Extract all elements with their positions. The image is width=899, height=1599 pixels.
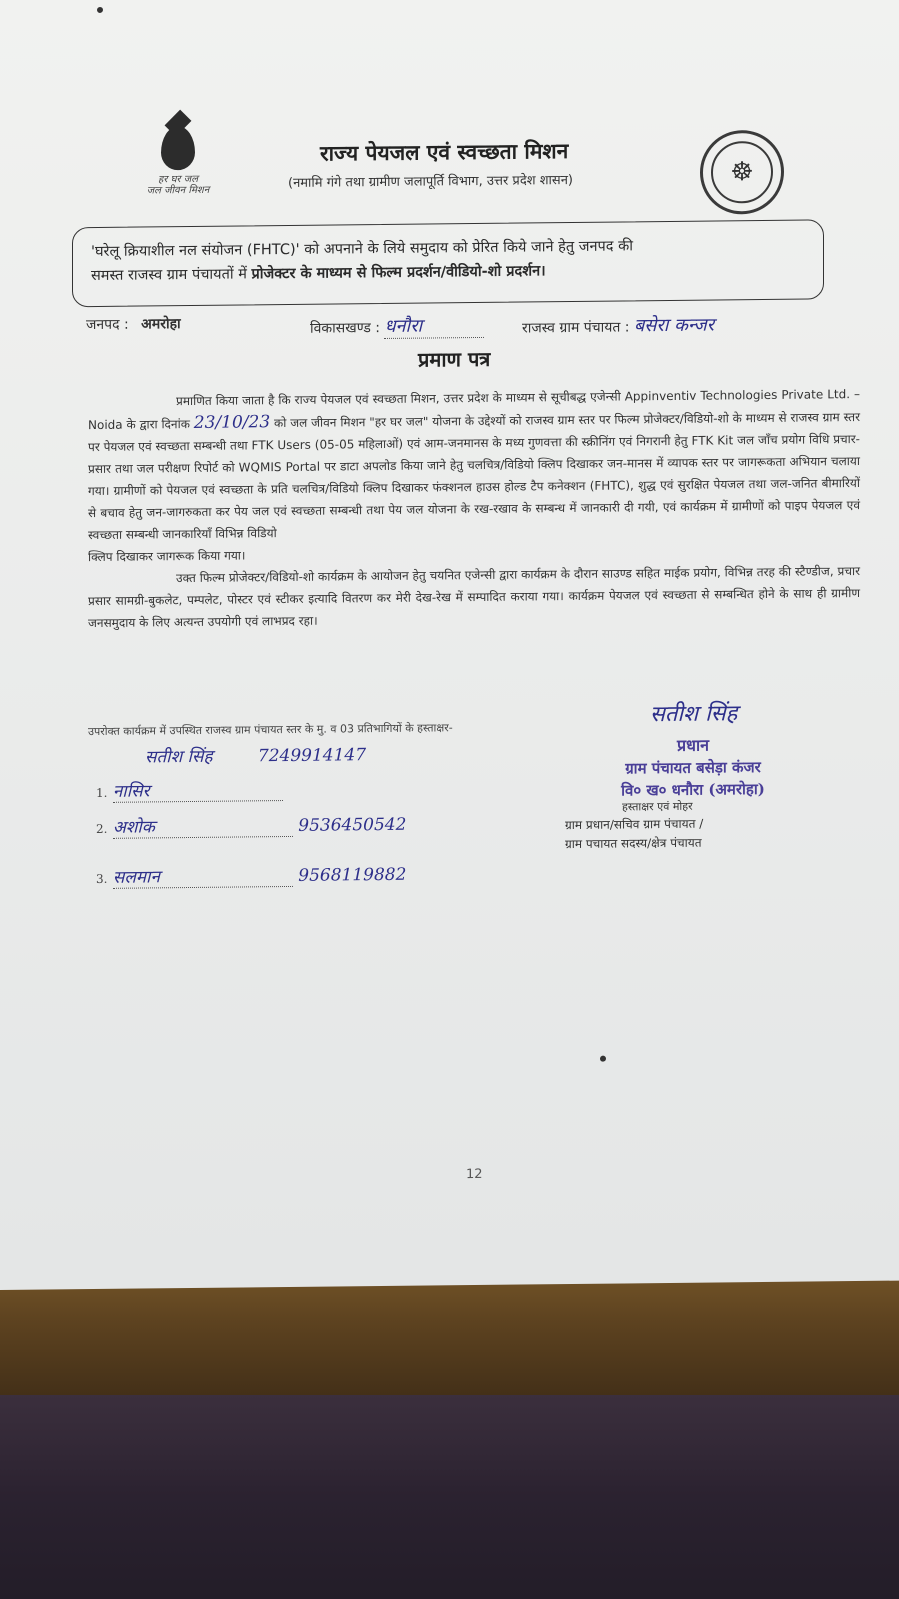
- participants-intro: उपरोक्त कार्यक्रम में उपस्थित राजस्व ग्राम पंचायत स्तर के मु. व 03 प्रतिभागियों के हस्ताक्षर-: [88, 721, 453, 739]
- gram-panchayat-value: बसेरा कन्जर: [633, 314, 715, 337]
- janpad-value: अमरोहा: [141, 316, 181, 333]
- body-para1-rest: को जल जीवन मिशन "हर घर जल" योजना के उद्देश्यों को राजस्व ग्राम स्तर पर फिल्म प्रोजेक्टर/विडियो-शो के माध्यम से राजस्व ग्राम स्तर पर पेयजल एवं स्वच्छता सम्बन्धी तथा FTK Users (05-05 महिलाओं) एवं आम-जनमानस के मध्य गुणवत्ता की स्क्रीनिंग एवं निगरानी हेतु FTK Kit जल जाँच प्रयोग विधि प्रचार-प्रसार तथा जल परीक्षण रिपोर्ट को WQMIS Portal पर डाटा अपलोड किया जाने हेतु चलचित्र/विडियो क्लिप दिखाकर जन-मानस में व्यापक स्तर पर जागरूकता अभियान चलाया गया। ग्रामीणों को पेयजल एवं स्वच्छता के प्रति चलचित्र/विडियो क्लिप दिखाकर फंक्शनल हाउस होल्ड टैप कनेक्शन (FHTC), शुद्ध एवं सुरक्षित पेयजल तथा जल-जनित बीमारियों से बचाव हेतु जन-जागरुकता कर पेय जल एवं स्वच्छता सम्बन्धी तथा पेय जल योजना के रख-रखाव के सम्बन्ध में जानकारी दी गयी, एवं कार्यक्रम में ग्रामीणों को पाइप पेयजल एवं स्वच्छता सम्बन्धी जानकारियाँ विभिन्न विडियो: [88, 409, 860, 543]
- stamp-line-1: प्रधान: [677, 735, 709, 755]
- janpad-label: जनपद :: [86, 316, 129, 334]
- body-paragraph-2: उक्त फिल्म प्रोजेक्टर/विडियो-शो कार्यक्रम के आयोजन हेतु चयनित एजेन्सी द्वारा कार्यक्रम के दौरान साउण्ड सहित माईक प्रयोग, विभिन्न तरह की स्टैण्डीज, प्रचार प्रसार सामग्री-बुकलेट, पम्पलेट, पोस्टर एवं स्टीकर इत्यादि वितरण कर मेरी देख-रेख में सम्पादित कराया गया। कार्यक्रम पेयजल एवं स्वच्छता से सम्बन्धित होने के साथ ही ग्रामीण जनसमुदाय के लिए अत्यन्त उपयोगी एवं लाभप्रद रहा।: [88, 563, 860, 631]
- paper-speck: [97, 7, 103, 13]
- body-para1-start: प्रमाणित किया जाता है कि राज्य पेयजल एवं स्वच्छता मिशन, उत्तर प्रदेश के माध्यम से सूचीबद्ध एजेन्सी Appinventiv Technologies Private Ltd. – Noida के द्वारा दिनांक: [88, 386, 860, 433]
- participant-name: नासिर: [113, 777, 283, 803]
- vikaskhand-field: [310, 313, 484, 340]
- pradhan-signature: सतीश सिंह: [650, 701, 738, 728]
- signatory-role-2: ग्राम पचायत सदस्य/क्षेत्र पंचायत: [565, 835, 702, 852]
- logo-tagline: हर घर जल जल जीवन मिशन: [146, 173, 210, 197]
- signatory-role-1: ग्राम प्रधान/सचिव ग्राम पंचायत /: [565, 816, 704, 833]
- vikaskhand-value: धनौरा: [384, 313, 484, 339]
- stamp-caption: हस्ताक्षर एवं मोहर: [622, 799, 693, 814]
- scheme-banner: [72, 219, 824, 307]
- body-paragraph-1: [88, 383, 860, 546]
- participant-number: 1.: [96, 785, 108, 800]
- participant-lead-name: सतीश सिंह: [145, 746, 213, 768]
- janpad-field: [86, 314, 181, 334]
- har-ghar-jal-logo: [138, 126, 218, 217]
- banner-line-2-normal: समस्त राजस्व ग्राम पंचायतों में: [91, 266, 252, 285]
- pradhan-stamp: [598, 734, 788, 802]
- participant-number: 3.: [96, 871, 108, 886]
- mission-subtitle: (नमामि गंगे तथा ग्रामीण जलापूर्ति विभाग, उत्तर प्रदेश शासन): [288, 172, 573, 191]
- participant-name: सलमान: [113, 863, 293, 889]
- certificate-body: [88, 383, 860, 634]
- participant-lead: [145, 742, 366, 767]
- certificate-title: प्रमाण पत्र: [418, 346, 491, 372]
- gram-panchayat-label: राजस्व ग्राम पंचायत :: [522, 319, 630, 337]
- seal-emblem-icon: ☸: [711, 141, 773, 204]
- mission-title: राज्य पेयजल एवं स्वच्छता मिशन: [320, 139, 569, 166]
- participant-phone: 9568119882: [298, 864, 407, 886]
- participant-phone: 9536450542: [298, 814, 407, 836]
- participant-row: [96, 812, 406, 839]
- participant-number: 2.: [96, 821, 108, 836]
- participant-name: अशोक: [113, 813, 293, 839]
- participant-row: [96, 862, 406, 889]
- banner-line-1: 'घरेलू क्रियाशील नल संयोजन (FHTC)' को अपनाने के लिये समुदाय को प्रेरित किये जाने हेतु जनपद की: [91, 238, 633, 261]
- water-drop-icon: [161, 126, 195, 170]
- page-number: 12: [466, 1166, 483, 1183]
- paper-speck: [600, 1056, 606, 1062]
- signatory-roles: [565, 815, 703, 854]
- program-date: 23/10/23: [193, 412, 271, 433]
- gram-panchayat-field: [522, 313, 714, 339]
- stamp-line-2: ग्राम पंचायत बसेड़ा कंजर: [625, 758, 761, 778]
- banner-line-2-bold: प्रोजेक्टर के माध्यम से फिल्म प्रदर्शन/वीडियो-शो प्रदर्शन।: [251, 263, 546, 283]
- vikaskhand-label: विकासखण्ड :: [310, 320, 381, 337]
- participant-row: [96, 777, 283, 803]
- participant-lead-phone: 7249914147: [257, 745, 367, 767]
- table-cloth: [0, 1395, 899, 1599]
- body-paragraph-1-end: क्लिप दिखाकर जागरूक किया गया।: [88, 548, 246, 565]
- up-government-seal: [700, 130, 784, 215]
- stamp-line-3: वि० ख० धनौरा (अमरोहा): [621, 779, 765, 800]
